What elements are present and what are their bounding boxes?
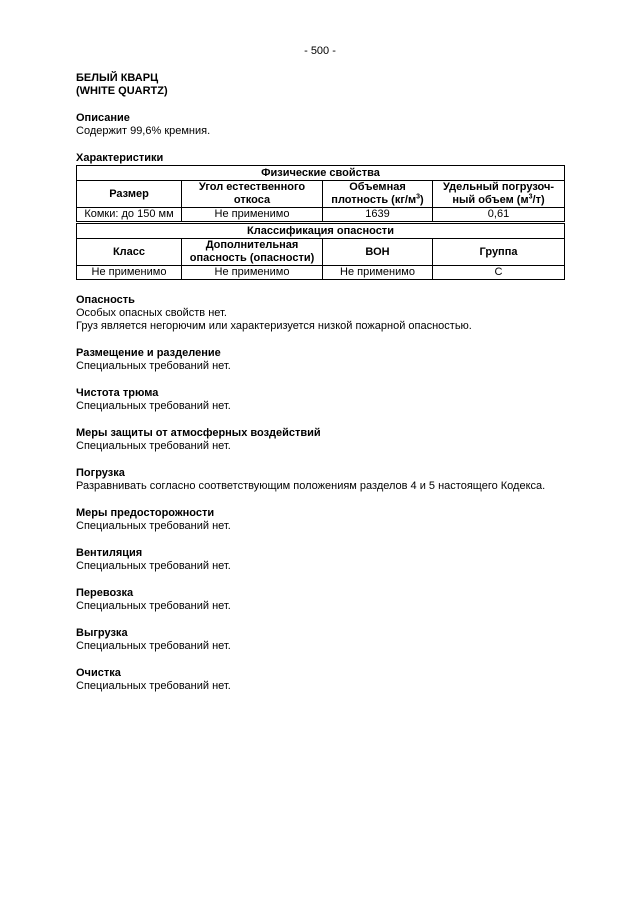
- section-text: Специальных требований нет.: [76, 640, 231, 652]
- section-text: Специальных требований нет.: [76, 520, 231, 532]
- section-heading: Размещение и разделение: [76, 347, 221, 359]
- section-heading: Перевозка: [76, 587, 134, 599]
- header-size: Размер: [77, 181, 182, 208]
- section-description: [76, 112, 564, 138]
- table-row: [77, 208, 565, 223]
- header-subsidiary-risk: Дополнительная опасность (опасности): [182, 239, 323, 266]
- physical-properties-title: Физические свойства: [77, 166, 565, 181]
- section-ventilation: [76, 547, 564, 573]
- header-class: Класс: [77, 239, 182, 266]
- characteristics-table: [76, 165, 565, 280]
- section-weather-precautions: [76, 427, 564, 453]
- section-hazard: [76, 294, 564, 333]
- section-heading: Погрузка: [76, 467, 125, 479]
- section-heading: Чистота трюма: [76, 387, 159, 399]
- header-angle-of-repose: Угол естественного откоса: [182, 181, 323, 208]
- cargo-title: [76, 72, 564, 98]
- header-stowage-factor: Удельный погрузоч- ный объем $(м^3/т)$: [433, 181, 565, 208]
- section-heading: Вентиляция: [76, 547, 143, 559]
- section-characteristics: [76, 152, 564, 280]
- section-hold-cleanliness: [76, 387, 564, 413]
- cell-subsidiary: Не применимо: [182, 266, 323, 280]
- section-heading: Характеристики: [76, 152, 164, 164]
- page-number: - 500 -: [304, 45, 336, 57]
- header-mhb: ВОН: [323, 239, 433, 266]
- section-text: Специальных требований нет.: [76, 560, 231, 572]
- cell-mhb: Не применимо: [323, 266, 433, 280]
- hazard-line: Особых опасных свойств нет.: [76, 307, 227, 319]
- section-clean-up: [76, 667, 564, 693]
- section-heading: Очистка: [76, 667, 121, 679]
- section-heading: Описание: [76, 112, 130, 124]
- section-precautions: [76, 507, 564, 533]
- section-carriage: [76, 587, 564, 613]
- cargo-title-ru: БЕЛЫЙ КВАРЦ: [76, 72, 159, 84]
- cell-class: Не применимо: [77, 266, 182, 280]
- cell-group: С: [433, 266, 565, 280]
- section-text: Специальных требований нет.: [76, 400, 231, 412]
- section-heading: Меры защиты от атмосферных воздействий: [76, 427, 321, 439]
- section-stowage-segregation: [76, 347, 564, 373]
- cell-size: Комки: до 150 мм: [77, 208, 182, 223]
- section-text: Специальных требований нет.: [76, 360, 231, 372]
- section-text: [76, 307, 564, 333]
- hazard-classification-title: Классификация опасности: [77, 223, 565, 239]
- cell-stowage: 0,61: [433, 208, 565, 223]
- section-text: Специальных требований нет.: [76, 440, 231, 452]
- header-group: Группа: [433, 239, 565, 266]
- section-discharge: [76, 627, 564, 653]
- cell-angle: Не применимо: [182, 208, 323, 223]
- section-heading: Выгрузка: [76, 627, 128, 639]
- section-text: Содержит 99,6% кремния.: [76, 125, 211, 137]
- section-text: Разравнивать согласно соответствующим положениям разделов 4 и 5 настоящего Кодекса.: [76, 480, 546, 492]
- cell-density: 1639: [323, 208, 433, 223]
- table-row: [77, 266, 565, 280]
- header-bulk-density: Объемная плотность $(кг/м^3)$: [323, 181, 433, 208]
- document-body: [76, 72, 564, 693]
- hazard-line: Груз является негорючим или характеризуется низкой пожарной опасностью.: [76, 320, 472, 332]
- section-text: Специальных требований нет.: [76, 600, 231, 612]
- section-heading: Меры предосторожности: [76, 507, 215, 519]
- section-heading: Опасность: [76, 294, 135, 306]
- cargo-title-en: (WHITE QUARTZ): [76, 85, 168, 97]
- section-text: Специальных требований нет.: [76, 680, 231, 692]
- section-loading: [76, 467, 564, 493]
